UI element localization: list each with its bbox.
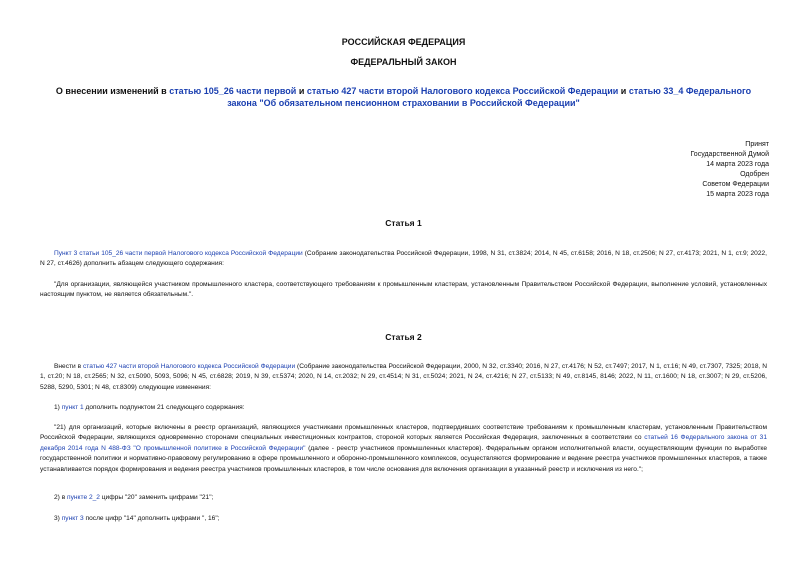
title-text: О внесении изменений в <box>55 86 170 96</box>
article-2-item-1 <box>40 403 767 413</box>
article-1-link[interactable]: Пункт 3 статьи 105_26 части первой Налогового кодекса Российской Федерации <box>54 250 303 257</box>
article-1-paragraph <box>40 249 767 270</box>
title-text: и <box>296 86 307 96</box>
title-link-article-105-26[interactable]: статью 105_26 части первой <box>169 86 297 96</box>
article-1-heading: Статья 1 <box>385 218 422 228</box>
article-2-heading: Статья 2 <box>385 332 422 342</box>
approved-label: Одобрен <box>740 171 769 178</box>
item-text: дополнить подпунктом 21 следующего содержания: <box>83 404 245 411</box>
title-text: и <box>618 86 629 96</box>
country-heading: РОССИЙСКАЯ ФЕДЕРАЦИЯ <box>341 37 466 47</box>
item-3-link[interactable]: пункт 3 <box>61 515 84 522</box>
approved-date: 15 марта 2023 года <box>706 191 769 198</box>
article-2-link[interactable]: статью 427 части второй Налогового кодекса Российской Федерации <box>82 363 296 370</box>
quote-link-law-488[interactable]: статьей 16 Федерального закона от 31 декабря 2014 года N 488-ФЗ "О промышленной политике в Российской Федерации" <box>40 434 768 452</box>
article-2-item-2 <box>40 493 767 503</box>
law-title <box>40 85 767 109</box>
item-text: 1) <box>54 404 62 411</box>
quote-text: (далее - реестр участников промышленных кластеров). Федеральным органом исполнительной власти, осуществляющим функции по выработке государственной политики и нормативно-правовому регулированию в сфере промышленного и оборонно-промышленного комплексов, осуществляются формирование и ведение реестра участников промышленных кластеров, а также устанавливается порядок формирования и ведения реестра участников промышленных кластеров, в том числе основания для включения организации в указанный реестр и исключения из него."; <box>40 444 767 473</box>
article-1-quote: "Для организации, являющейся участником промышленного кластера, соответствующего требованиям к промышленным кластерам, установленным Правительством Российской Федерации, выполнение условий, установленных настоящим пунктом, не является обязательным.". <box>40 281 767 299</box>
accepted-label: Принят <box>745 141 769 148</box>
title-link-article-427[interactable]: статью 427 части второй Налогового кодекса Российской Федерации <box>306 86 619 96</box>
item-text: после цифр "14" дополнить цифрами ", 16"; <box>83 515 220 522</box>
item-text: цифры "20" заменить цифрами "21"; <box>99 494 214 501</box>
approved-by: Советом Федерации <box>702 181 769 188</box>
item-text: 2) в <box>54 494 68 501</box>
article-2-item-3 <box>40 514 767 524</box>
law-type-heading: ФЕДЕРАЛЬНЫЙ ЗАКОН <box>350 57 457 67</box>
item-1-link[interactable]: пункт 1 <box>61 404 84 411</box>
accepted-by: Государственной Думой <box>690 151 769 158</box>
article-1-text: (Собрание законодательства Российской Федерации, 1998, N 31, ст.3824; 2014, N 45, ст.6158; 2016, N 18, ст.2506; N 27, ст.4173; 2021, N 1, ст.9; 2022, N 27, ст.4626) дополнить абзацем следующего содержания: <box>40 250 767 268</box>
article-2-text: Внести в <box>54 363 83 370</box>
accepted-date: 14 марта 2023 года <box>706 161 769 168</box>
item-text: 3) <box>54 515 62 522</box>
title-link-article-33-4[interactable]: статью 33_4 Федерального закона "Об обязательном пенсионном страховании в Российской Федерации" <box>227 86 752 108</box>
item-2-link[interactable]: пункте 2_2 <box>67 494 100 501</box>
article-2-quote <box>40 423 767 475</box>
article-2-text: (Собрание законодательства Российской Федерации, 2000, N 32, ст.3340; 2016, N 27, ст.4176; N 52, ст.7497; 2017, N 1, ст.16; N 49, ст.7307, 7325; 2018, N 1, ст.20; N 18, ст.2565; N 32, ст.5090, 5093, 5096; N 45, ст.6828; 2019, N 39, ст.5374; 2020, N 14, ст.2032; N 29, ст.4514; N 31, ст.5024; 2021, N 24, ст.4216; N 27, ст.5133; N 49, ст.8145, 8146; 2022, N 11, ст.1600; N 18, ст.3007; N 29, ст.5206, 5288, 5290, 5301; N 48, ст.8309) следующие изменения: <box>40 363 767 391</box>
article-2-paragraph <box>40 362 767 393</box>
acceptance-block <box>690 140 769 200</box>
quote-text: "21) для организаций, которые включены в реестр организаций, являющихся участниками промышленных кластеров, подтвердивших соответствие требованиям к промышленным кластерам, установленным Правительством Российской Федерации, являющихся одновременно сторонами специальных инвестиционных контрактов, стороной которых является Российская Федерация, заключенных в соответствии со <box>40 424 767 442</box>
